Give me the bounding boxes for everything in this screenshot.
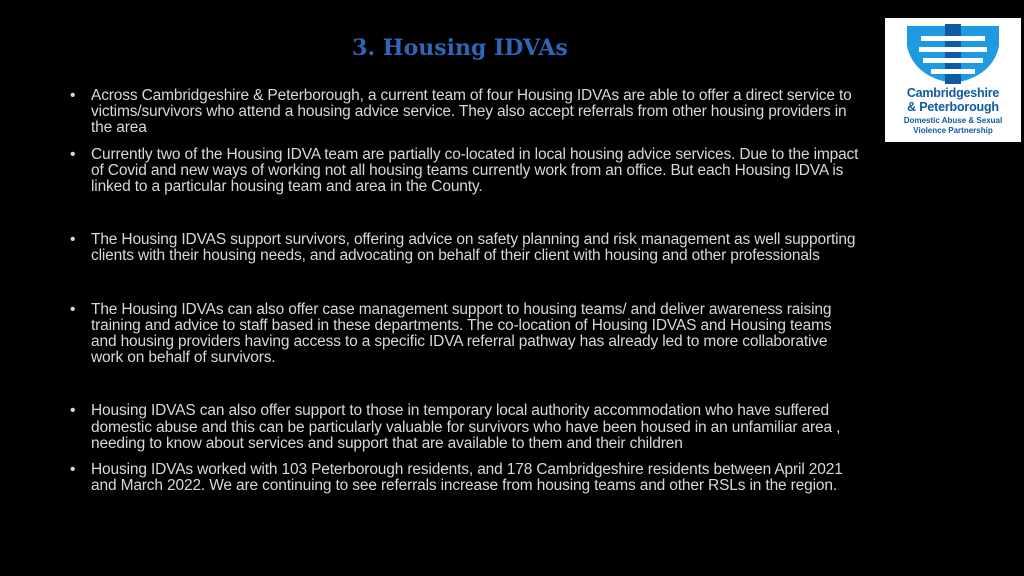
bullet-item: • Housing IDVAS can also offer support to those in temporary local authority accommodation who have suffered domestic abuse and this can be particularly valuable for survivors who have been housed in an unfamiliar area , needing to know about services and support that are available to them and their children	[70, 403, 860, 452]
logo-emblem-icon	[901, 22, 1005, 86]
slide-title: 3. Housing IDVAs	[352, 35, 568, 61]
bullet-item: • Across Cambridgeshire & Peterborough, a current team of four Housing IDVAs are able to offer a direct service to victims/survivors who attend a housing advice service. They also accept referrals from other housing providers in the area	[70, 88, 860, 137]
logo-name-line-2: & Peterborough	[907, 100, 999, 114]
bullet-item: • Housing IDVAs worked with 103 Peterborough residents, and 178 Cambridgeshire residents between April 2021 and March 2022. We are continuing to see referrals increase from housing teams and other RSLs in the region.	[70, 462, 860, 494]
bullet-item: • Currently two of the Housing IDVA team are partially co-located in local housing advice services. Due to the impact of Covid and new ways of working not all housing teams currently work from an office. But each Housing IDVA is linked to a particular housing team and area in the County.	[70, 147, 860, 196]
bullet-item: • The Housing IDVAs can also offer case management support to housing teams/ and deliver awareness raising training and advice to staff based in these departments. The co-location of Housing IDVAS and Housing teams and housing providers having access to a specific IDVA referral pathway has already led to more collaborative work on behalf of survivors.	[70, 302, 860, 367]
bullet-list	[70, 88, 860, 494]
logo-sub-line-1: Domestic Abuse & Sexual	[903, 116, 1003, 125]
logo-name-line-1: Cambridgeshire	[906, 86, 1000, 100]
partnership-logo	[885, 18, 1021, 142]
logo-sub-line-2: Violence Partnership	[913, 126, 993, 135]
bullet-item: • The Housing IDVAS support survivors, offering advice on safety planning and risk management as well supporting clients with their housing needs, and advocating on behalf of their client with housing and other professionals	[70, 232, 860, 264]
